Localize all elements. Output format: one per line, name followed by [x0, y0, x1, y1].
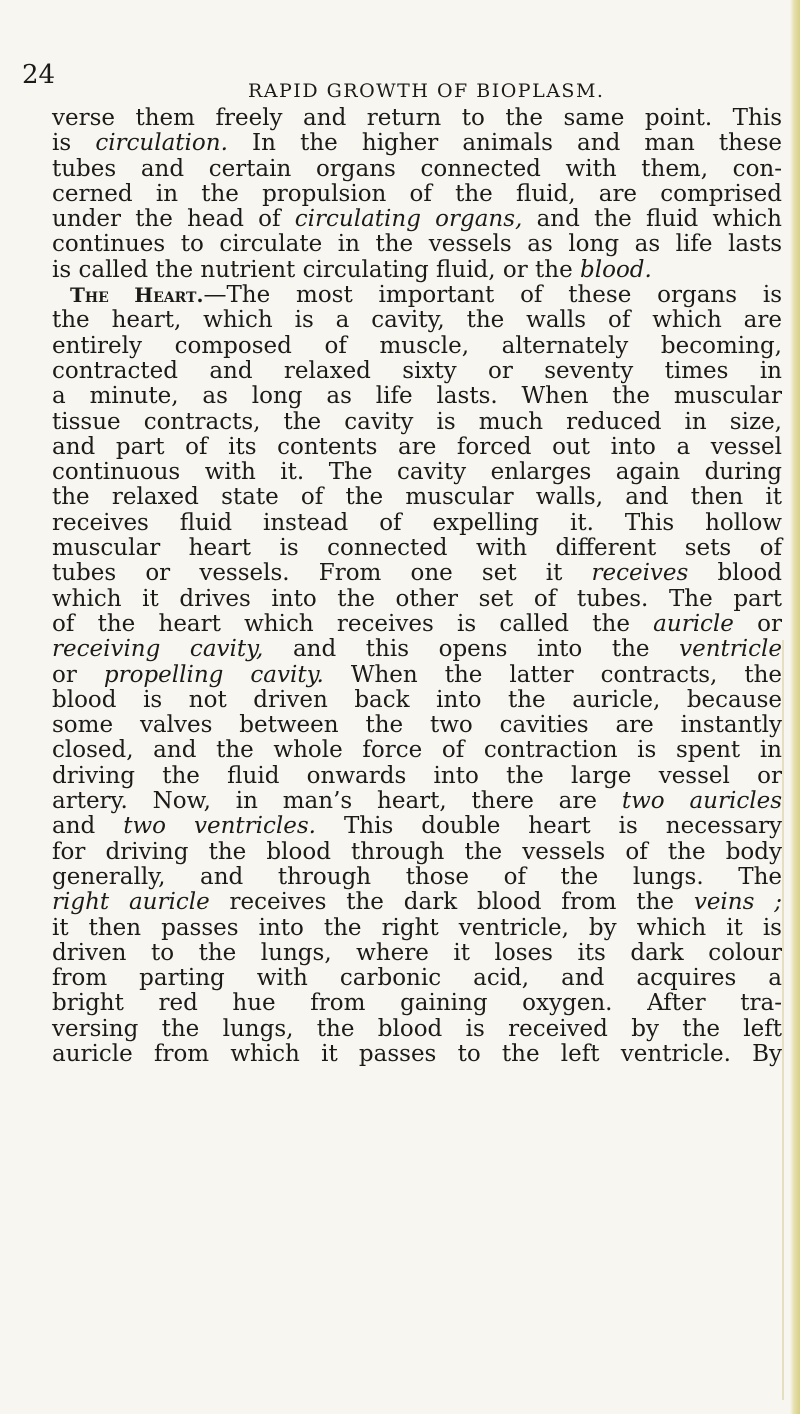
text-line	[52, 359, 782, 384]
text-line	[52, 814, 782, 839]
text-run: for driving the blood through the vessels of the body	[52, 838, 782, 865]
text-line	[52, 106, 782, 131]
text-run: and part of its contents are forced out into a vessel	[52, 433, 782, 460]
text-line	[52, 966, 782, 991]
text-run: blood	[688, 560, 782, 587]
text-line	[52, 738, 782, 763]
italic-term: circulating organs,	[294, 206, 523, 233]
text-line	[52, 941, 782, 966]
text-run: muscular heart is connected with different sets of	[52, 535, 782, 562]
text-line	[52, 334, 782, 359]
text-line	[52, 991, 782, 1016]
text-line	[52, 384, 782, 409]
text-run: tissue contracts, the cavity is much reduced in size,	[52, 408, 782, 435]
page-edge-shadow	[782, 640, 784, 1400]
running-head: RAPID GROWTH OF BIOPLASM.	[248, 80, 605, 102]
text-run: tubes and certain organs connected with them, con-	[52, 155, 782, 182]
text-run: of the heart which receives is called the	[52, 610, 654, 637]
text-run: and the fluid which	[522, 206, 782, 233]
page-number: 24	[22, 60, 56, 90]
text-run: bright red hue from gaining oxygen. After tra-	[52, 990, 782, 1017]
text-run: and this opens into the	[263, 636, 680, 663]
text-line	[52, 1042, 782, 1067]
text-line	[52, 435, 782, 460]
text-run: auricle from which it passes to the left ventricle. By	[52, 1040, 782, 1067]
text-line	[52, 511, 782, 536]
section-heading: The Heart.	[70, 283, 204, 308]
text-line	[52, 688, 782, 713]
text-line	[52, 131, 782, 156]
italic-term: blood.	[580, 256, 652, 283]
text-line	[52, 536, 782, 561]
text-line	[52, 890, 782, 915]
text-line	[52, 460, 782, 485]
text-run: driving the fluid onwards into the large vessel or	[52, 762, 782, 789]
text-line	[52, 587, 782, 612]
text-run: —The most important of these organs is	[203, 282, 782, 309]
text-line	[52, 232, 782, 257]
text-run: verse them freely and return to the same point. This	[52, 105, 782, 131]
text-run: some valves between the two cavities are instantly	[52, 712, 782, 739]
text-line	[52, 663, 782, 688]
text-line	[52, 410, 782, 435]
text-run: or	[52, 661, 104, 688]
text-run: When the latter contracts, the	[323, 661, 782, 688]
text-run: which it drives into the other set of tubes. The part	[52, 585, 782, 612]
text-line	[52, 764, 782, 789]
text-line	[52, 840, 782, 865]
text-run: driven to the lungs, where it loses its dark colour	[52, 939, 782, 966]
text-line	[52, 207, 782, 232]
italic-term: right auricle	[52, 889, 210, 916]
text-run: continuous with it. The cavity enlarges again during	[52, 459, 782, 486]
text-run: tubes or vessels. From one set it	[52, 560, 592, 587]
text-run: is called the nutrient circulating fluid, or the	[52, 256, 581, 283]
text-run: receives fluid instead of expelling it. This hollow	[52, 509, 782, 536]
text-run: it then passes into the right ventricle, by which it is	[52, 914, 782, 941]
text-line	[52, 789, 782, 814]
text-line	[52, 561, 782, 586]
body-text	[52, 106, 782, 1067]
text-line	[52, 258, 782, 283]
text-run: the heart, which is a cavity, the walls of which are	[52, 307, 782, 334]
text-line	[52, 308, 782, 333]
text-run: contracted and relaxed sixty or seventy times in	[52, 357, 782, 384]
text-run: the relaxed state of the muscular walls, and then it	[52, 484, 782, 511]
text-line	[52, 637, 782, 662]
text-run: is	[52, 130, 96, 157]
text-run: or	[733, 610, 782, 637]
text-line	[52, 182, 782, 207]
text-line	[52, 485, 782, 510]
text-run: receives the dark blood from the	[209, 889, 694, 916]
text-run: closed, and the whole force of contraction is spent in	[52, 737, 782, 764]
text-line	[52, 865, 782, 890]
text-line	[52, 612, 782, 637]
text-run: artery. Now, in man’s heart, there are	[52, 788, 622, 815]
text-line	[52, 1017, 782, 1042]
italic-term: auricle	[653, 610, 734, 637]
text-run: generally, and through those of the lungs. The	[52, 863, 782, 890]
italic-term: two auricles	[621, 788, 782, 815]
text-run: In the higher animals and man these	[227, 130, 782, 157]
text-line	[52, 283, 782, 308]
text-run: and	[52, 813, 124, 840]
text-line	[52, 916, 782, 941]
text-line	[52, 713, 782, 738]
text-run: from parting with carbonic acid, and acquires a	[52, 965, 782, 992]
italic-term: receiving cavity,	[52, 636, 264, 663]
text-line	[52, 157, 782, 182]
italic-term: two ventricles.	[123, 813, 316, 840]
text-run: under the head of	[52, 206, 295, 233]
text-run: entirely composed of muscle, alternately becoming,	[52, 332, 782, 359]
italic-term: ventricle	[679, 636, 782, 663]
text-run: continues to circulate in the vessels as long as life lasts	[52, 231, 782, 258]
italic-term: circulation.	[95, 130, 228, 157]
italic-term: receives	[591, 560, 689, 587]
text-run: cerned in the propulsion of the fluid, are comprised	[52, 180, 782, 207]
italic-term: propelling cavity.	[103, 661, 324, 688]
italic-term: veins ;	[693, 889, 782, 916]
text-run: blood is not driven back into the auricle, because	[52, 686, 782, 713]
page-edge	[790, 0, 800, 1414]
text-run: This double heart is necessary	[315, 813, 783, 840]
text-run: versing the lungs, the blood is received by the left	[52, 1015, 782, 1042]
text-run: a minute, as long as life lasts. When the muscular	[52, 383, 782, 410]
